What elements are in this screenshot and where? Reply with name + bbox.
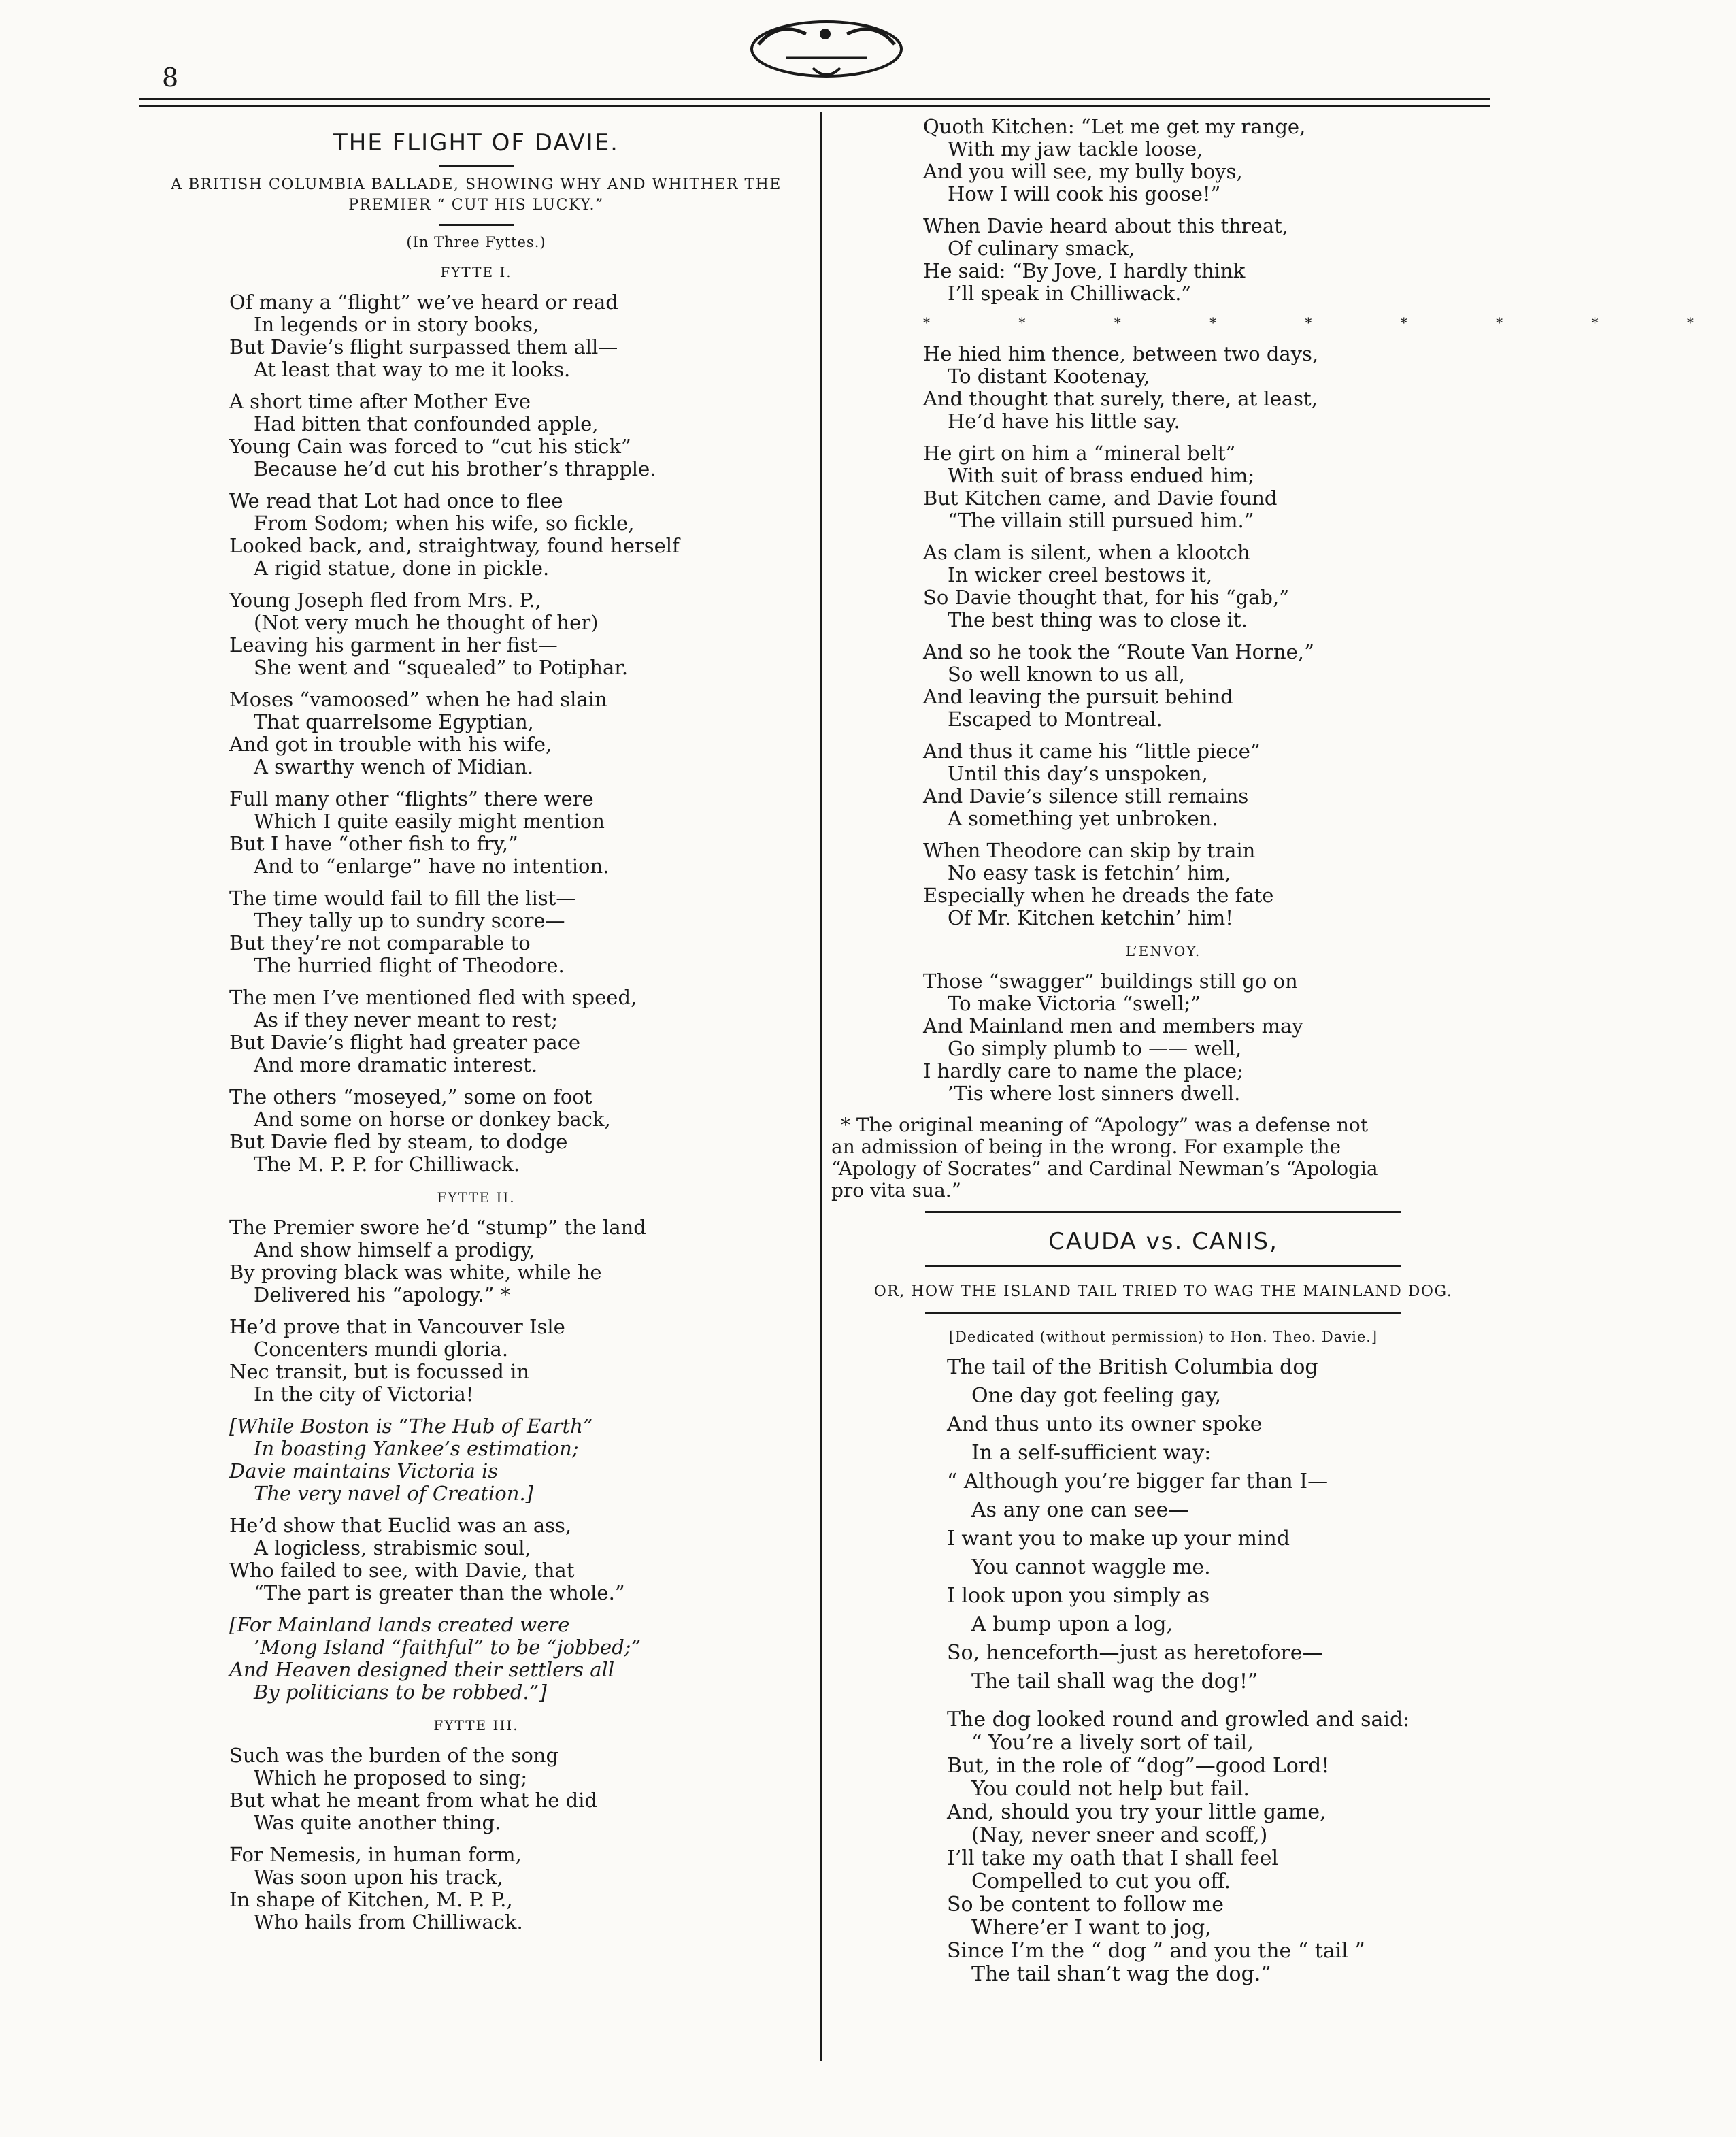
verse-line: Go simply plumb to —— well, [948,1037,1242,1060]
header-rule-thin [139,105,1490,107]
verse-line: By proving black was white, while he [229,1261,602,1284]
verse-line: I look upon you simply as [947,1584,1210,1608]
verse-line: A logicless, strabismic soul, [254,1536,531,1559]
poem-subtitle: A BRITISH COLUMBIA BALLADE, SHOWING WHY AND WHITHER THE PREMIER “ CUT HIS LUCKY.” [171,176,782,214]
fytte-heading: FYTTE I. [440,264,512,280]
verse-line: “The villain still pursued him.” [948,509,1254,532]
stanza [923,740,1495,830]
verse-line: The tail shan’t wag the dog.” [971,1962,1271,1986]
verse-line: And got in trouble with his wife, [229,733,552,756]
verse-line: But what he meant from what he did [229,1789,597,1812]
verse-line: And thus it came his “little piece” [923,740,1261,763]
stanza [923,215,1495,305]
stanza [229,689,813,778]
verse-line: Compelled to cut you off. [971,1870,1231,1893]
verse-line: For Nemesis, in human form, [229,1843,522,1866]
verse-line: The dog looked round and growled and said: [947,1708,1410,1732]
cauda-stanza [947,1353,1495,1696]
verse-line: I’ll speak in Chilliwack.” [948,282,1192,305]
verse-line: “ You’re a lively sort of tail, [971,1731,1254,1755]
verse-line: He hied him thence, between two days, [923,342,1319,365]
verse-line: At least that way to me it looks. [254,358,571,381]
stanza [229,887,813,977]
verse-line: A short time after Mother Eve [229,390,531,413]
stanza [229,1216,813,1306]
verse-line: The very navel of Creation.] [254,1482,533,1505]
verse-line: A something yet unbroken. [948,807,1218,830]
verse-line: Was quite another thing. [254,1811,501,1834]
verse-line: In the city of Victoria! [254,1382,474,1406]
envoy-heading: L’ENVOY. [1125,943,1201,959]
verse-line: He’d prove that in Vancouver Isle [229,1315,565,1338]
verse-line: Had bitten that confounded apple, [254,412,599,435]
stanza [923,641,1495,731]
verse-line: Davie maintains Victoria is [229,1459,499,1482]
verse-line: Those “swagger” buildings still go on [923,970,1298,993]
verse-line: Young Joseph fled from Mrs. P., [229,589,541,612]
verse-line: To distant Kootenay, [948,365,1150,388]
stanza [229,490,813,580]
header-rule [139,98,1490,100]
verse-line: The time would fail to fill the list— [229,887,576,910]
stanza [229,1844,813,1934]
verse-line: The hurried flight of Theodore. [254,954,565,977]
stanza [923,116,1495,205]
verse-line: (Nay, never sneer and scoff,) [971,1823,1268,1847]
stanza [229,788,813,878]
fyttes-note: (In Three Fyttes.) [406,234,546,250]
verse-line: Looked back, and, straightway, found herself [229,534,680,557]
verse-line: By politicians to be robbed.”] [254,1680,547,1704]
title-rule [439,165,514,167]
poem-title-2: CAUDA vs. CANIS, [1048,1228,1278,1255]
verse-line: A bump upon a log, [971,1612,1173,1636]
fytte-heading: FYTTE II. [437,1189,516,1206]
left-column [139,116,813,1943]
verse-line: And to “enlarge” have no intention. [254,855,610,878]
verse-line: But I have “other fish to fry,” [229,832,518,855]
stanza [229,1744,813,1834]
verse-line: Full many other “flights” there were [229,787,594,810]
verse-line: Especially when he dreads the fate [923,884,1274,907]
verse-line: And so he took the “Route Van Horne,” [923,640,1314,663]
poem-subtitle-2: OR, HOW THE ISLAND TAIL TRIED TO WAG THE MAINLAND DOG. [873,1283,1453,1300]
verse-line: A swarthy wench of Midian. [254,755,534,778]
verse-line: In shape of Kitchen, M. P. P., [229,1888,513,1911]
verse-line: You could not help but fail. [971,1777,1250,1801]
verse-line: And Mainland men and members may [923,1014,1303,1038]
verse-line: Until this day’s unspoken, [948,762,1208,785]
verse-line: In wicker creel bestows it, [948,563,1213,586]
verse-line: pro vita sua.” [831,1179,961,1202]
verse-line: an admission of being in the wrong. For example the [831,1136,1341,1158]
cauda-stanza [947,1708,1495,1986]
verse-line: I want you to make up your mind [947,1527,1290,1551]
verse-line: They tally up to sundry score— [254,909,565,932]
footnote [831,1114,1495,1202]
verse-line: And show himself a prodigy, [254,1238,535,1261]
verse-line: A rigid statue, done in pickle. [254,557,550,580]
verse-line: As clam is silent, when a klootch [923,541,1250,564]
verse-line: With suit of brass endued him; [948,464,1255,487]
page-number: 8 [162,63,179,93]
verse-line: Which he proposed to sing; [254,1766,528,1789]
verse-line: [For Mainland lands created were [229,1613,570,1636]
verse-line: * The original meaning of “Apology” was a defense not [841,1114,1368,1136]
verse-line: To make Victoria “swell;” [948,992,1201,1015]
right-column [831,115,1736,1986]
verse-line: “ Although you’re bigger far than I— [947,1470,1329,1493]
verse-line: Nec transit, but is focussed in [229,1360,529,1383]
verse-line: You cannot waggle me. [971,1555,1211,1579]
stanza [229,1514,813,1604]
verse-line: Which I quite easily might mention [254,810,605,833]
verse-line: In a self-sufficient way: [971,1441,1212,1465]
verse-line: Leaving his garment in her fist— [229,633,558,657]
verse-line: But Davie’s flight surpassed them all— [229,335,618,359]
verse-line: Because he’d cut his brother’s thrapple. [254,457,656,480]
verse-line: The best thing was to close it. [948,608,1248,631]
verse-line: He said: “By Jove, I hardly think [923,259,1246,282]
verse-line: She went and “squealed” to Potiphar. [254,656,629,679]
stanza [923,840,1495,929]
verse-line: “The part is greater than the whole.” [254,1581,625,1604]
subtitle-rule [439,224,514,226]
stanza [923,970,1495,1105]
verse-line: The tail shall wag the dog!” [971,1670,1258,1693]
stanza [229,291,813,381]
verse-line: How I will cook his goose!” [948,182,1221,205]
verse-line: [While Boston is “The Hub of Earth” [229,1414,593,1438]
verse-line: Escaped to Montreal. [948,708,1163,731]
verse-line: In boasting Yankee’s estimation; [254,1437,579,1460]
verse-line: He’d have his little say. [948,410,1180,433]
stanza-aside [229,1614,813,1704]
verse-line: So Davie thought that, for his “gab,” [923,586,1290,609]
verse-line: Of many a “flight” we’ve heard or read [229,291,618,314]
dedication: [Dedicated (without permission) to Hon. Theo. Davie.] [948,1329,1378,1345]
stanza [229,589,813,679]
stanza [229,1316,813,1406]
verse-line: Who failed to see, with Davie, that [229,1559,575,1582]
stanza [923,343,1495,433]
stanza [229,391,813,480]
verse-line: That quarrelsome Egyptian, [254,710,534,733]
verse-line: ’Tis where lost sinners dwell. [948,1082,1241,1105]
verse-line: And some on horse or donkey back, [254,1108,611,1131]
stanza-aside [229,1415,813,1505]
verse-line: We read that Lot had once to flee [229,489,563,512]
verse-line: From Sodom; when his wife, so fickle, [254,512,635,535]
column-divider [820,112,822,2061]
verse-line: And more dramatic interest. [254,1053,538,1076]
verse-line: The tail of the British Columbia dog [947,1355,1318,1379]
verse-line: Concenters mundi gloria. [254,1338,509,1361]
verse-line: Since I’m the “ dog ” and you the “ tail ” [947,1939,1365,1963]
asterisk-divider: * * * * * * * * * [923,314,1736,331]
verse-line: So be content to follow me [947,1893,1224,1917]
masthead-logo [738,7,915,88]
verse-line: He’d show that Euclid was an ass, [229,1514,572,1537]
verse-line: As any one can see— [971,1498,1189,1522]
verse-line: When Davie heard about this threat, [923,214,1288,237]
verse-line: But Kitchen came, and Davie found [923,486,1278,510]
verse-line: Of culinary smack, [948,237,1135,260]
verse-line: So, henceforth—just as heretofore— [947,1641,1323,1665]
verse-line: But, in the role of “dog”—good Lord! [947,1754,1330,1778]
verse-line: The M. P. P. for Chilliwack. [254,1153,520,1176]
verse-line: I’ll take my oath that I shall feel [947,1846,1279,1870]
verse-line: “Apology of Socrates” and Cardinal Newman’s “Apologia [831,1157,1378,1180]
stanza [229,987,813,1076]
verse-line: Where’er I want to jog, [971,1916,1212,1940]
verse-line: Young Cain was forced to “cut his stick” [229,435,631,458]
verse-line: And you will see, my bully boys, [923,160,1243,183]
verse-line: ’Mong Island “faithful” to be “jobbed;” [254,1636,641,1659]
verse-line: One day got feeling gay, [971,1384,1222,1408]
verse-line: Of Mr. Kitchen ketchin’ him! [948,906,1233,929]
verse-line: And, should you try your little game, [947,1800,1326,1824]
verse-line: He girt on him a “mineral belt” [923,442,1236,465]
verse-line: And Heaven designed their settlers all [229,1658,615,1681]
fytte-heading: FYTTE III. [433,1717,519,1734]
verse-line: But Davie fled by steam, to dodge [229,1130,568,1153]
verse-line: As if they never meant to rest; [254,1008,558,1031]
title2-rule [925,1265,1401,1267]
poem-title: THE FLIGHT OF DAVIE. [333,129,619,156]
verse-line: In legends or in story books, [254,313,539,336]
verse-line: And thought that surely, there, at least, [923,387,1318,410]
verse-line: No easy task is fetchin’ him, [948,861,1231,884]
subtitle2-rule [925,1312,1401,1314]
verse-line: I hardly care to name the place; [923,1059,1243,1082]
stanza [229,1086,813,1176]
verse-line: The men I’ve mentioned fled with speed, [229,986,637,1009]
verse-line: And Davie’s silence still remains [923,784,1249,808]
verse-line: Who hails from Chilliwack. [254,1910,523,1934]
verse-line: (Not very much he thought of her) [254,611,599,634]
verse-line: And thus unto its owner spoke [947,1412,1263,1436]
verse-line: The others “moseyed,” some on foot [229,1085,592,1108]
verse-line: So well known to us all, [948,663,1185,686]
verse-line: Such was the burden of the song [229,1744,559,1767]
verse-line: And leaving the pursuit behind [923,685,1233,708]
verse-line: But they’re not comparable to [229,931,531,955]
verse-line: The Premier swore he’d “stump” the land [229,1216,646,1239]
verse-line: Was soon upon his track, [254,1866,503,1889]
stanza [923,442,1495,532]
verse-line: Quoth Kitchen: “Let me get my range, [923,115,1306,138]
verse-line: Delivered his “apology.” * [254,1283,511,1306]
verse-line: When Theodore can skip by train [923,839,1256,862]
verse-line: Moses “vamoosed” when he had slain [229,688,607,711]
verse-line: But Davie’s flight had greater pace [229,1031,581,1054]
verse-line: With my jaw tackle loose, [948,137,1203,161]
stanza [923,542,1495,631]
section-rule [925,1211,1401,1213]
